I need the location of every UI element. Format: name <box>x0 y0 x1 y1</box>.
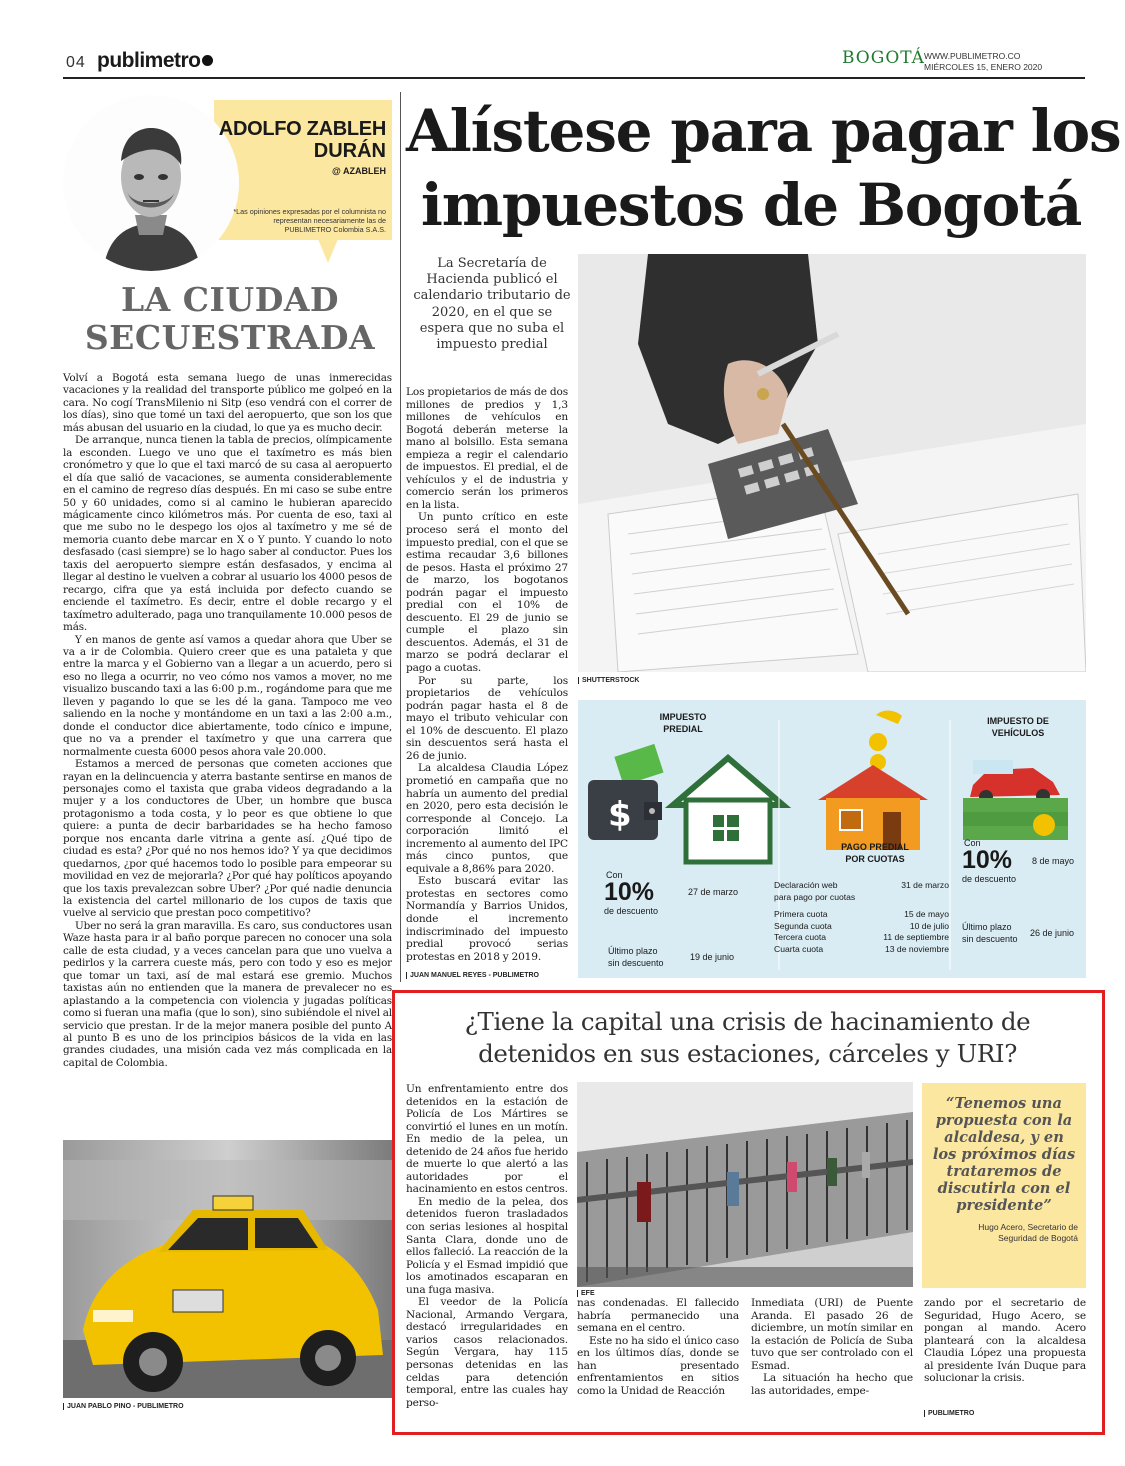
vehiculos-last-date: 26 de junio <box>1030 928 1075 938</box>
cuota-row <box>774 909 949 921</box>
cuota-date: 15 de mayo <box>904 909 949 919</box>
vehiculos-discount-label: de descuento <box>962 874 1017 884</box>
sidebar-headline-line2: detenidos en sus estaciones, cárceles y URI? <box>478 1039 1017 1068</box>
predial-discount-date: 27 de marzo <box>688 887 739 897</box>
house-coins-icon <box>818 711 928 850</box>
predial-title-line2: PREDIAL <box>663 724 703 734</box>
main-deck: La Secretaría de Hacienda publicó el calendario tributario de 2020, en el que se espera que no suba el impuesto predial <box>413 256 571 353</box>
pull-quote: “Tenemos una propuesta con la alcaldesa, y en los próximos días trataremos de discutirla con el presidente” <box>932 1095 1076 1214</box>
predial-discount-label: de descuento <box>604 906 659 916</box>
tax-photo-illustration <box>578 254 1086 672</box>
taxi-photo <box>63 1140 393 1398</box>
vehiculos-con: Con <box>964 838 981 848</box>
cuota-date: 31 de marzo <box>901 880 949 890</box>
cuota-date: 13 de noviembre <box>884 943 949 954</box>
taxi-photo-credit: JUAN PABLO PINO - PUBLIMETRO <box>63 1403 184 1410</box>
sidebar-headline-line1: ¿Tiene la capital una crisis de hacinamiento de <box>464 1007 1031 1036</box>
column-paragraph: Y en manos de gente así vamos a quedar ahora que Uber se va a ir de Colombia. Quiero creer que es una pataleta y que entre la marca y el Gobierno van a llegar a un acuerdo, pero si eso no llega a ocurrir, no veo cómo nos vamos a mover, no me visualizo buscando taxi a las 6:00 p.m., rogándome para que me lleven y pagando lo que se les dé la gana. Tampoco me veo saliendo en la noche y montándome en un taxi a las 2:00 a.m., donde el conductor dice abiertamente, todo cínico e impune, que no va a prender el taxímetro y que una carrera que normalmente cuesta 6000 pesos ahora vale 20.000. <box>63 633 392 758</box>
main-paragraph: Los propietarios de más de dos millones de predios y 1,3 millones de vehículos en Bogotá deberán meterse la mano al bolsillo. Esta semana empieza a regir el calendario de impuestos. El predial, el de vehículos y el de industria y comercio serán los primeros en la lista. <box>406 386 568 511</box>
jail-photo <box>577 1082 913 1287</box>
column-title-line2: SECUESTRADA <box>84 318 376 357</box>
main-headline-line1: Alístese para pagar los <box>406 97 1121 165</box>
column-paragraph: Uber no será la gran maravilla. Es caro, sus conductores usan Waze hasta para ir al baño porque parecen no conocer una sola calle de esta ciudad, y a veces cancelan para que uno vuelva a pedirlos y la carrera cueste más, pero con todo y eso es mejor que tomar un taxi, así de mal estará ese gremio. Muchos taxistas aún no entienden que la manera de prevalecer no es aplastando a la competencia con violencia y jugadas políticas como si fueran una mafia (que lo son), sino subiéndole el nivel al servicio que prestan. Ir de la mejor manera posible del punto A al punto B es uno de los principios básicos de la vida en las grandes ciudades, una misión cada vez más complicada en la capital de Colombia. <box>63 919 392 1069</box>
cuota-label: Declaración web <box>774 880 838 890</box>
sidebar-col4 <box>924 1297 1086 1407</box>
cuota-label: Tercera cuota <box>774 932 827 942</box>
author-portrait <box>63 95 239 271</box>
jail-photo-illustration <box>577 1082 913 1287</box>
vehiculos-last-label-line2: sin descuento <box>962 934 1018 944</box>
vehiculos-title-line2: VEHÍCULOS <box>991 728 1045 738</box>
svg-text:$: $ <box>608 795 632 835</box>
author-name-line2: DURÁN <box>313 140 386 162</box>
section-label: BOGOTÁ <box>842 48 925 68</box>
sidebar-paragraph: Este no ha sido el único caso en los últimos días, donde se han presentado enfrentamientos en sitios como la Unidad de Reacción <box>577 1334 739 1397</box>
main-paragraph: Un punto crítico en este proceso será el monto del impuesto predial, con el que se estima recaudar 3,6 billones de pesos. Hasta el próximo 27 de marzo, los bogotanos podrán pagar el impuesto predial con el 10% de descuento. El 29 de junio se cumple el plazo sin descuentos. Además, el 31 de marzo se podrá declarar el pago a cuotas. <box>406 511 568 675</box>
column-divider <box>400 92 401 982</box>
sidebar-paragraph: Inmediata (URI) de Puente Aranda. El pasado 26 de diciembre, un motín similar en la estación de Policía de Suba tuvo que ser controlado con el Esmad. <box>751 1297 913 1372</box>
cuotas-title-line1: PAGO PREDIAL <box>841 842 909 852</box>
wallet-icon <box>588 744 664 840</box>
jail-photo-credit: EFE <box>577 1290 595 1297</box>
website-label: WWW.PUBLIMETRO.CO <box>924 51 1021 61</box>
brand-logo <box>97 49 213 73</box>
cuota-row <box>774 921 949 933</box>
cuota-label: para pago por cuotas <box>774 891 856 902</box>
cuota-date: 10 de julio <box>909 920 949 931</box>
speech-tail <box>318 239 338 263</box>
sidebar-paragraph: Un enfrentamiento entre dos detenidos en la estación de Policía de Los Mártires se convirtió el lunes en un motín. En medio de la pelea, un detenido de 24 años fue herido de muerte lo que alertó a las autoridades por el hacinamiento en estos centros. <box>406 1083 568 1196</box>
sidebar-col3 <box>751 1297 913 1421</box>
brand-dot-icon <box>202 55 213 66</box>
author-handle: @ AZABLEH <box>332 166 386 176</box>
cuotas-table <box>774 880 949 955</box>
predial-con: Con <box>606 870 623 880</box>
column-body <box>63 372 392 1132</box>
main-headline-line2: impuestos de Bogotá <box>420 171 1082 239</box>
predial-percent: 10% <box>604 878 655 906</box>
cuota-row <box>774 932 949 944</box>
main-text-credit: JUAN MANUEL REYES - PUBLIMETRO <box>406 972 539 979</box>
predial-title-line1: IMPUESTO <box>659 712 707 722</box>
tax-photo <box>578 254 1086 672</box>
sidebar-col2 <box>577 1297 739 1421</box>
main-body <box>406 386 568 972</box>
house-icon <box>673 758 783 862</box>
column-paragraph: Estamos a merced de personas que cometen acciones que rayan en la delincuencia y aterra bastante sentirse en manos de personajes como el taxista que graba videos degradando a la mujer y a los conductores de Uber, un hombre que busca protagonismo a toda costa, y lo peor es que obtiene lo que quiere: a punta de decir barbaridades se ha hecho famoso porque nos encanta darle vitrina a gente así. ¿Qué tipo de ciudad es esta? ¿Por qué no nos hemos ido? Y ya que decidimos quedarnos, ¿por qué hacemos todo lo posible para empeorar su movilidad en vez de mejorarla? ¿Por qué hay políticos apoyando que los taxis prevalezcan sobre Uber? ¿Por qué nadie denuncia la existencia del cartel millonario de los cupos de taxis que vuelve al servicio que prestan poco competitivo? <box>63 758 392 920</box>
sidebar-text-credit: PUBLIMETRO <box>924 1410 974 1417</box>
author-name-line1: ADOLFO ZABLEH <box>218 118 386 140</box>
predial-last-label-line2: sin descuento <box>608 958 664 968</box>
main-paragraph: La alcaldesa Claudia López prometió en campaña que no habría un aumento del predial en 2020, pero esta decisión le corresponde al Concejo. La corporación limitó el incremento al aumento del IPC más cinco puntos, que equivale a 8,86% para 2020. <box>406 762 568 875</box>
cuota-label: Cuarta cuota <box>774 943 824 954</box>
predial-last-date: 19 de junio <box>690 952 735 962</box>
cuota-label: Segunda cuota <box>774 920 832 931</box>
vehiculos-last-label-line1: Último plazo <box>962 922 1012 932</box>
taxi-illustration <box>63 1140 393 1398</box>
date-label: MIÉRCOLES 15, ENERO 2020 <box>924 62 1043 72</box>
sidebar-paragraph: zando por el secretario de Seguridad, Hugo Acero, se pongan al mando. Acero planteará con la alcaldesa Claudia López una propuesta al presidente Iván Duque para solucionar la crisis. <box>924 1297 1086 1385</box>
portrait-illustration <box>63 95 239 271</box>
quote-box <box>922 1083 1086 1288</box>
cuota-date: 11 de septiembre <box>883 932 949 942</box>
vehiculos-title-line1: IMPUESTO DE <box>987 716 1049 726</box>
tax-photo-credit: SHUTTERSTOCK <box>578 677 639 684</box>
sidebar-paragraph: El veedor de la Policía Nacional, Armando Vergara, destacó irregularidades en varios casos relacionados. Según Vergara, hay 115 personas detenidas en las celdas para detención temporal, entre las cuales hay perso- <box>406 1296 568 1409</box>
column-paragraph: De arranque, nunca tienen la tabla de precios, olímpicamente la esconden. Luego ve uno que el taxímetro es más bien cronómetro y que lo que el taxi marcó de su casa al aeropuerto el día que salió de vacaciones, se aumenta considerablemente en el camino de regreso días después. En mi caso se sube entre 50 y 60 unidades, como si al camino le hubieran aparecido mágicamente cinco kilómetros más. Por cuenta de eso, taxi al que me subo no le despego los ojos al taxímetro y me sé de memoria cuanto debe marcar en X o Y punto. Y cuando lo noto desfasado (casi siempre) se lo hago saber al conductor. Pues los taxis del aeropuerto siempre están desfasados, y encima al llegar al destino le vuelven a cobrar al usuario los 4000 pesos de recargo, cifra que ya está incluida por defecto cuando se enciende el taxímetro. Es decir, entre el doble recargo y el taxímetro adulterado, paga uno tranquilamente 10.000 pesos de más. <box>63 434 392 634</box>
cuota-row <box>774 944 949 956</box>
quote-attribution: Hugo Acero, Secretario de Seguridad de Bogotá <box>978 1222 1078 1243</box>
main-paragraph: Esto buscará evitar las protestas en sectores como Normandía y Barrios Unidos, donde el incremento indiscriminado del impuesto predial provocó serias protestas en 2018 y 2019. <box>406 875 568 963</box>
page-number: 04 <box>66 54 86 71</box>
tax-infographic <box>578 700 1086 978</box>
masthead-rule <box>63 77 1085 79</box>
vehiculos-percent: 10% <box>962 846 1013 874</box>
sidebar-paragraph: La situación ha hecho que las autoridades, empe- <box>751 1372 913 1397</box>
cuota-row <box>774 892 949 904</box>
cuota-label: Primera cuota <box>774 909 828 919</box>
column-paragraph: Volví a Bogotá esta semana luego de unas inmerecidas vacaciones y la realidad del transporte público me golpeó en la cara. No cogí TransMilenio ni Sitp (eso vendrá con el correr de los días), sino que tomé un taxi del aeropuerto, que son los que más abusan del usuario en la ciudad, lo que ya es mucho decir. <box>63 372 392 434</box>
cuota-row <box>774 880 949 892</box>
cuotas-title-line2: POR CUOTAS <box>845 854 905 864</box>
brand-name: publimetro <box>97 49 201 72</box>
sidebar-paragraph: En medio de la pelea, dos detenidos fueron trasladados con serias lesiones al hospital Santa Clara, donde uno de ellos falleció. La reacción de la Policía y el Esmad impidió que los amotinados escaparan en una fuga masiva. <box>406 1195 568 1296</box>
column-disclaimer: *Las opiniones expresadas por el columnista no representan necesariamente las de PUBLIMETRO Colombia S.A.S. <box>233 207 386 234</box>
predial-last-label-line1: Último plazo <box>608 946 658 956</box>
column-title-line1: LA CIUDAD <box>120 280 340 319</box>
main-paragraph: Por su parte, los propietarios de vehículos podrán pagar hasta el 8 de mayo el tributo vehicular con el 10% de descuento. El plazo sin descuentos será hasta el 26 de junio. <box>406 674 568 762</box>
car-money-icon <box>963 760 1068 840</box>
sidebar-col1 <box>406 1083 568 1419</box>
sidebar-paragraph: nas condenadas. El fallecido habría permanecido una semana en el centro. <box>577 1297 739 1335</box>
vehiculos-discount-date: 8 de mayo <box>1032 856 1075 866</box>
